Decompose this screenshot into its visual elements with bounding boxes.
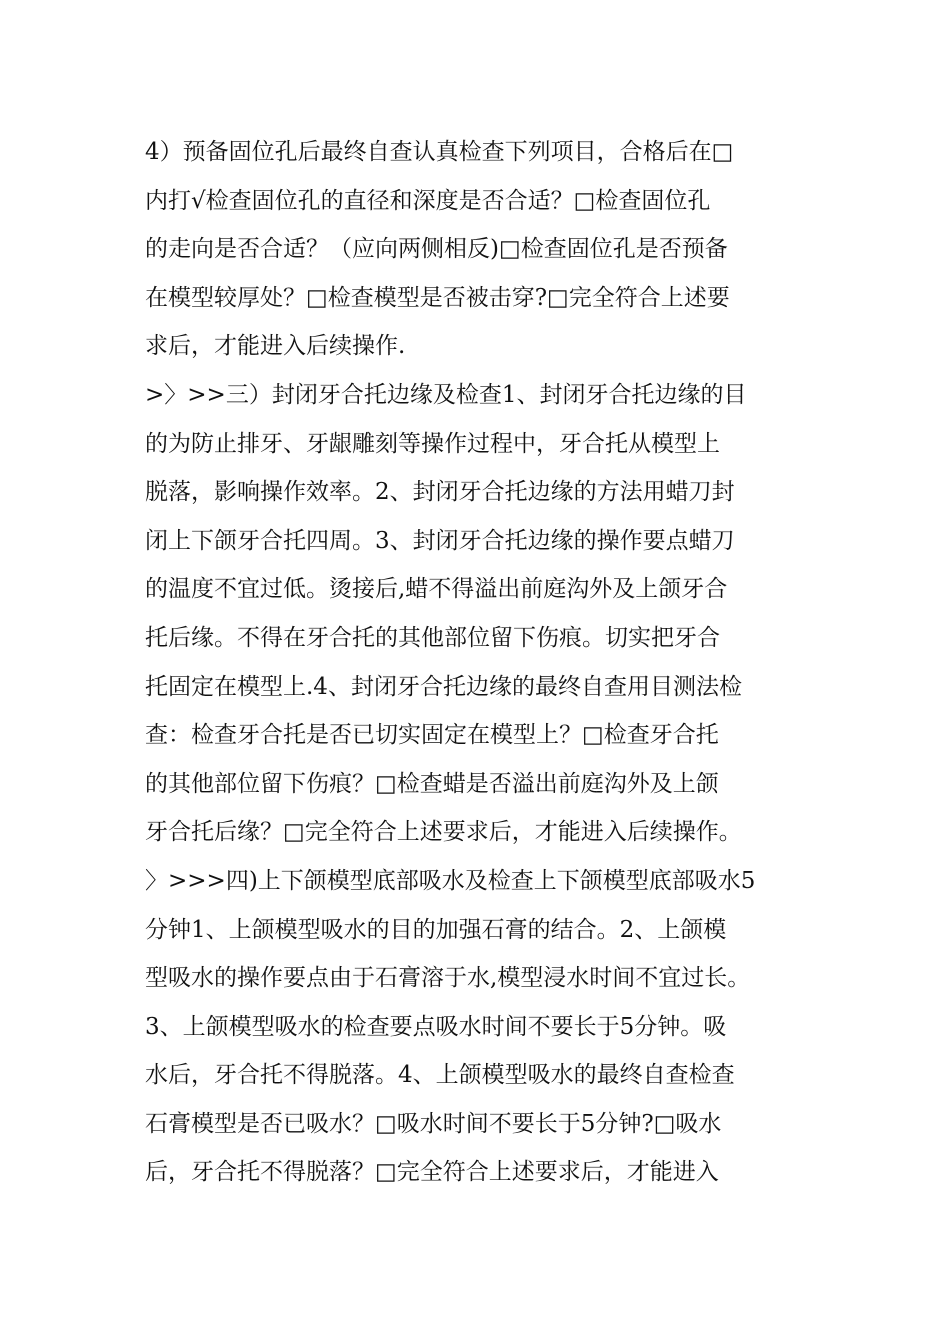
text-line-13: 查：检查牙合托是否已切实固定在模型上？□检查牙合托	[145, 722, 719, 749]
text-line-18: 型吸水的操作要点由于石膏溶于水,模型浸水时间不宜过长。	[145, 965, 751, 992]
text-line-4: 在模型较厚处？□检查模型是否被击穿?□完全符合上述要	[145, 284, 730, 311]
text-line-3: 的走向是否合适？（应向两侧相反)□检查固位孔是否预备	[145, 236, 728, 263]
document-body	[145, 128, 825, 1197]
text-line-6: >〉>>三）封闭牙合托边缘及检查1、封闭牙合托边缘的目	[145, 381, 747, 408]
text-line-22: 后，牙合托不得脱落？□完全符合上述要求后，才能进入	[145, 1159, 719, 1186]
text-line-14: 的其他部位留下伤痕？□检查蜡是否溢出前庭沟外及上颌	[145, 770, 719, 797]
text-line-21: 石膏模型是否已吸水？□吸水时间不要长于5分钟?□吸水	[145, 1110, 722, 1137]
text-line-16: 〉>>>四)上下颌模型底部吸水及检查上下颌模型底部吸水5	[145, 867, 756, 894]
text-line-11: 托后缘。不得在牙合托的其他部位留下伤痕。切实把牙合	[145, 624, 720, 651]
text-line-15: 牙合托后缘？□完全符合上述要求后，才能进入后续操作。	[145, 819, 742, 846]
text-line-10: 的温度不宜过低。烫接后,蜡不得溢出前庭沟外及上颌牙合	[145, 576, 728, 603]
text-line-20: 水后，牙合托不得脱落。4、上颌模型吸水的最终自查检查	[145, 1062, 735, 1089]
text-line-7: 的为防止排牙、牙龈雕刻等操作过程中，牙合托从模型上	[145, 430, 720, 457]
text-line-19: 3、上颌模型吸水的检查要点吸水时间不要长于5分钟。吸	[145, 1013, 727, 1040]
text-line-5: 求后，才能进入后续操作.	[145, 333, 406, 360]
text-line-9: 闭上下颌牙合托四周。3、封闭牙合托边缘的操作要点蜡刀	[145, 527, 735, 554]
text-line-8: 脱落，影响操作效率。2、封闭牙合托边缘的方法用蜡刀封	[145, 479, 735, 506]
text-line-12: 托固定在模型上.4、封闭牙合托边缘的最终自查用目测法检	[145, 673, 742, 700]
text-line-17: 分钟1、上颌模型吸水的目的加强石膏的结合。2、上颌模	[145, 916, 727, 943]
text-line-2: 内打√检查固位孔的直径和深度是否合适？□检查固位孔	[145, 187, 711, 214]
text-line-1: 4）预备固位孔后最终自查认真检查下列项目，合格后在□	[145, 139, 734, 165]
